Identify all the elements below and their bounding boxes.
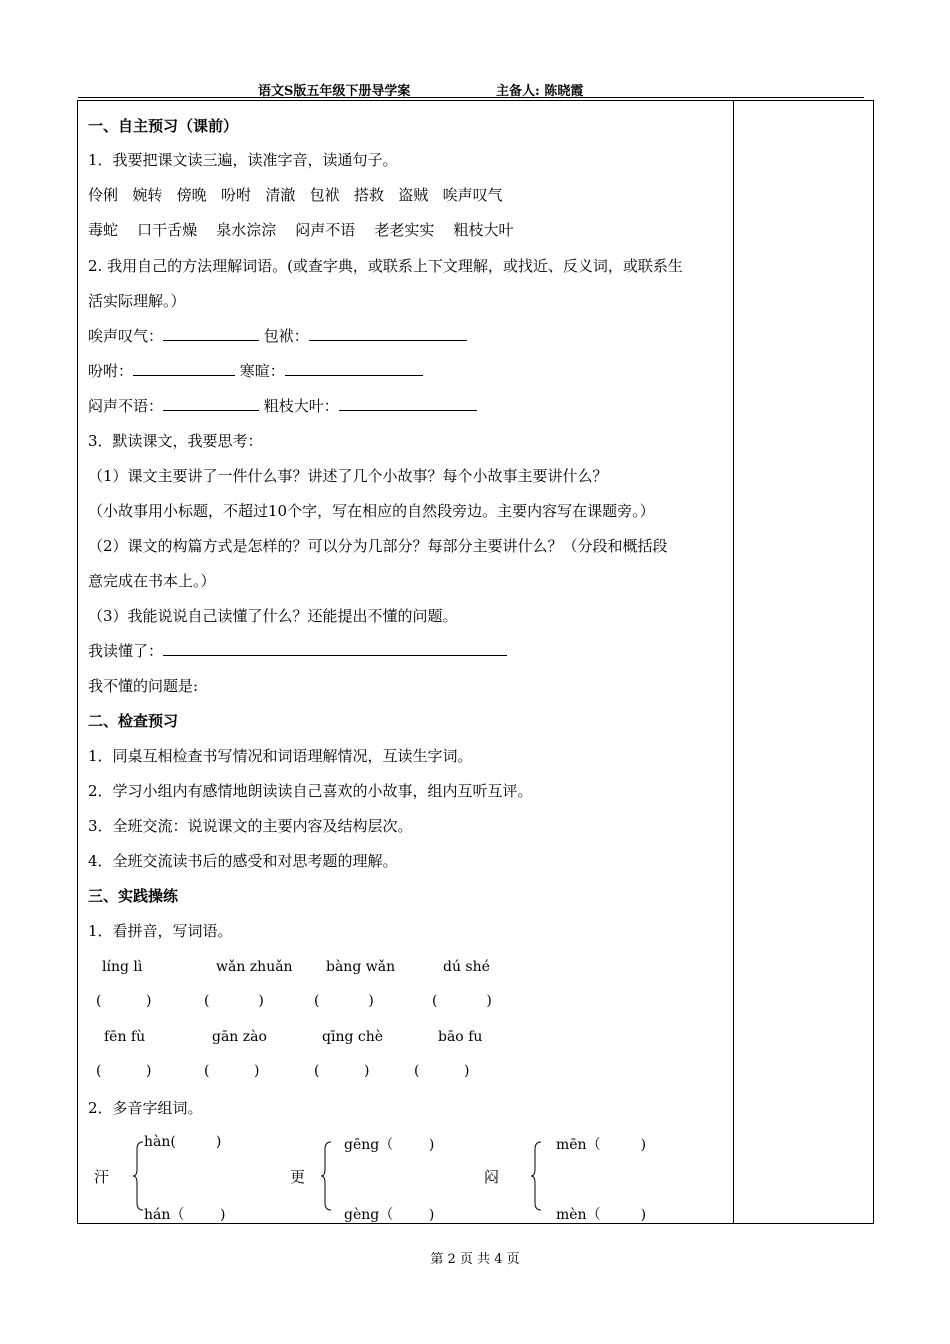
page-header — [78, 80, 864, 98]
word: 粗枝大叶 — [453, 221, 514, 239]
question-3: 3．默读课文，我要思考： — [88, 432, 263, 450]
answer-parens[interactable]: ( ) — [96, 1063, 152, 1079]
practice-q1: 1．看拼音，写词语。 — [88, 922, 233, 940]
word: 清澈 — [265, 186, 296, 204]
word-list-2 — [88, 220, 513, 240]
answer-parens[interactable]: ( ) — [432, 993, 492, 1009]
word: 口干舌燥 — [137, 221, 198, 239]
polyphone-reading: hán（ ) — [144, 1207, 226, 1223]
fill-label: 包袱： — [263, 327, 309, 345]
section-title-practice: 三、实践操练 — [88, 887, 179, 905]
word: 唉声叹气 — [442, 186, 503, 204]
question-1: 1．我要把课文读三遍，读准字音，读通句子。 — [88, 151, 398, 169]
answer-parens[interactable]: ( ) — [204, 993, 264, 1009]
word: 老老实实 — [374, 221, 435, 239]
page-footer: 第 2 页 共 4 页 — [430, 1252, 520, 1267]
pinyin: dú shé — [443, 959, 490, 975]
polyphone-reading: hàn( ) — [144, 1134, 222, 1150]
fill-label: 闷声不语： — [88, 397, 164, 415]
header-author: 主备人: 陈晓霞 — [496, 84, 584, 99]
answer-blank[interactable] — [163, 396, 259, 411]
check-item-3: 3．全班交流：说说课文的主要内容及结构层次。 — [88, 817, 413, 835]
pinyin: bāo fu — [438, 1029, 483, 1045]
fill-label: 粗枝大叶： — [263, 397, 339, 415]
answer-parens[interactable]: ( ) — [314, 993, 374, 1009]
polyphone-char: 汗 — [94, 1168, 110, 1186]
word-list-1 — [88, 185, 503, 205]
answer-parens[interactable]: ( ) — [414, 1063, 470, 1079]
section-title-check: 二、检查预习 — [88, 712, 179, 730]
pinyin: gān zào — [212, 1029, 267, 1045]
answer-blank[interactable] — [339, 396, 477, 411]
polyphone-char: 更 — [290, 1168, 306, 1186]
fill-label: 寒暄： — [239, 362, 285, 380]
pinyin: qīng chè — [322, 1029, 384, 1045]
question-3-2-line1: （2）课文的构篇方式是怎样的？可以分为几部分？每部分主要讲什么？（分段和概括段 — [88, 537, 668, 555]
understood-label: 我读懂了： — [88, 642, 164, 660]
answer-parens[interactable]: ( ) — [314, 1063, 370, 1079]
pinyin: wǎn zhuǎn — [216, 959, 293, 975]
question-2-line2: 活实际理解。） — [88, 292, 186, 310]
understood-line — [88, 641, 507, 661]
word: 包袱 — [309, 186, 340, 204]
word: 伶俐 — [88, 186, 119, 204]
polyphone-reading: mēn（ ) — [556, 1137, 647, 1153]
answer-blank[interactable] — [285, 361, 423, 376]
check-item-2: 2．学习小组内有感情地朗读读自己喜欢的小故事，组内互听互评。 — [88, 782, 533, 800]
fill-row-2 — [88, 361, 423, 381]
fill-row-3 — [88, 396, 477, 416]
word: 闷声不语 — [295, 221, 356, 239]
notes-column-divider — [733, 101, 734, 1223]
question-2-line1: 2. 我用自己的方法理解词语。(或查字典，或联系上下文理解，或找近、反义词，或联系生 — [88, 257, 683, 275]
answer-parens[interactable]: ( ) — [96, 993, 152, 1009]
question-3-1-note: （小故事用小标题，不超过10个字，写在相应的自然段旁边。主要内容写在课题旁。） — [88, 502, 655, 520]
word: 傍晚 — [176, 186, 207, 204]
practice-q2: 2．多音字组词。 — [88, 1099, 203, 1117]
answer-blank[interactable] — [163, 326, 259, 341]
answer-blank[interactable] — [163, 641, 507, 656]
pinyin: fēn fù — [104, 1029, 146, 1045]
word: 毒蛇 — [88, 221, 119, 239]
left-brace-icon — [530, 1141, 542, 1211]
polyphone-reading: gèng（ ) — [344, 1207, 435, 1223]
fill-label: 唉声叹气： — [88, 327, 164, 345]
left-brace-icon — [132, 1141, 144, 1211]
question-3-3: （3）我能说说自己读懂了什么？还能提出不懂的问题。 — [88, 607, 458, 625]
polyphone-reading: gēng（ ) — [344, 1137, 435, 1153]
word: 吩咐 — [220, 186, 251, 204]
answer-blank[interactable] — [309, 326, 467, 341]
word: 泉水淙淙 — [216, 221, 277, 239]
polyphone-char: 闷 — [484, 1168, 500, 1186]
section-title-preview: 一、自主预习（课前） — [88, 117, 239, 135]
fill-row-1 — [88, 326, 467, 346]
question-3-1: （1）课文主要讲了一件什么事？讲述了几个小故事？每个小故事主要讲什么？ — [88, 467, 608, 485]
fill-label: 吩咐： — [88, 362, 134, 380]
worksheet-table — [77, 100, 874, 1224]
answer-parens[interactable]: ( ) — [204, 1063, 260, 1079]
pinyin: líng lì — [102, 959, 143, 975]
check-item-4: 4．全班交流读书后的感受和对思考题的理解。 — [88, 852, 398, 870]
header-title: 语文S版五年级下册导学案 — [258, 84, 411, 99]
polyphone-reading: mèn（ ) — [556, 1207, 647, 1223]
check-item-1: 1．同桌互相检查书写情况和词语理解情况，互读生字词。 — [88, 747, 473, 765]
word: 搭救 — [353, 186, 384, 204]
header-rule — [78, 97, 864, 98]
pinyin: bàng wǎn — [326, 959, 396, 975]
question-3-2-line2: 意完成在书本上。） — [88, 572, 216, 590]
left-brace-icon — [320, 1141, 332, 1211]
answer-blank[interactable] — [133, 361, 235, 376]
not-understood-label: 我不懂的问题是: — [88, 677, 199, 695]
word: 婉转 — [132, 186, 163, 204]
word: 盗贼 — [398, 186, 429, 204]
